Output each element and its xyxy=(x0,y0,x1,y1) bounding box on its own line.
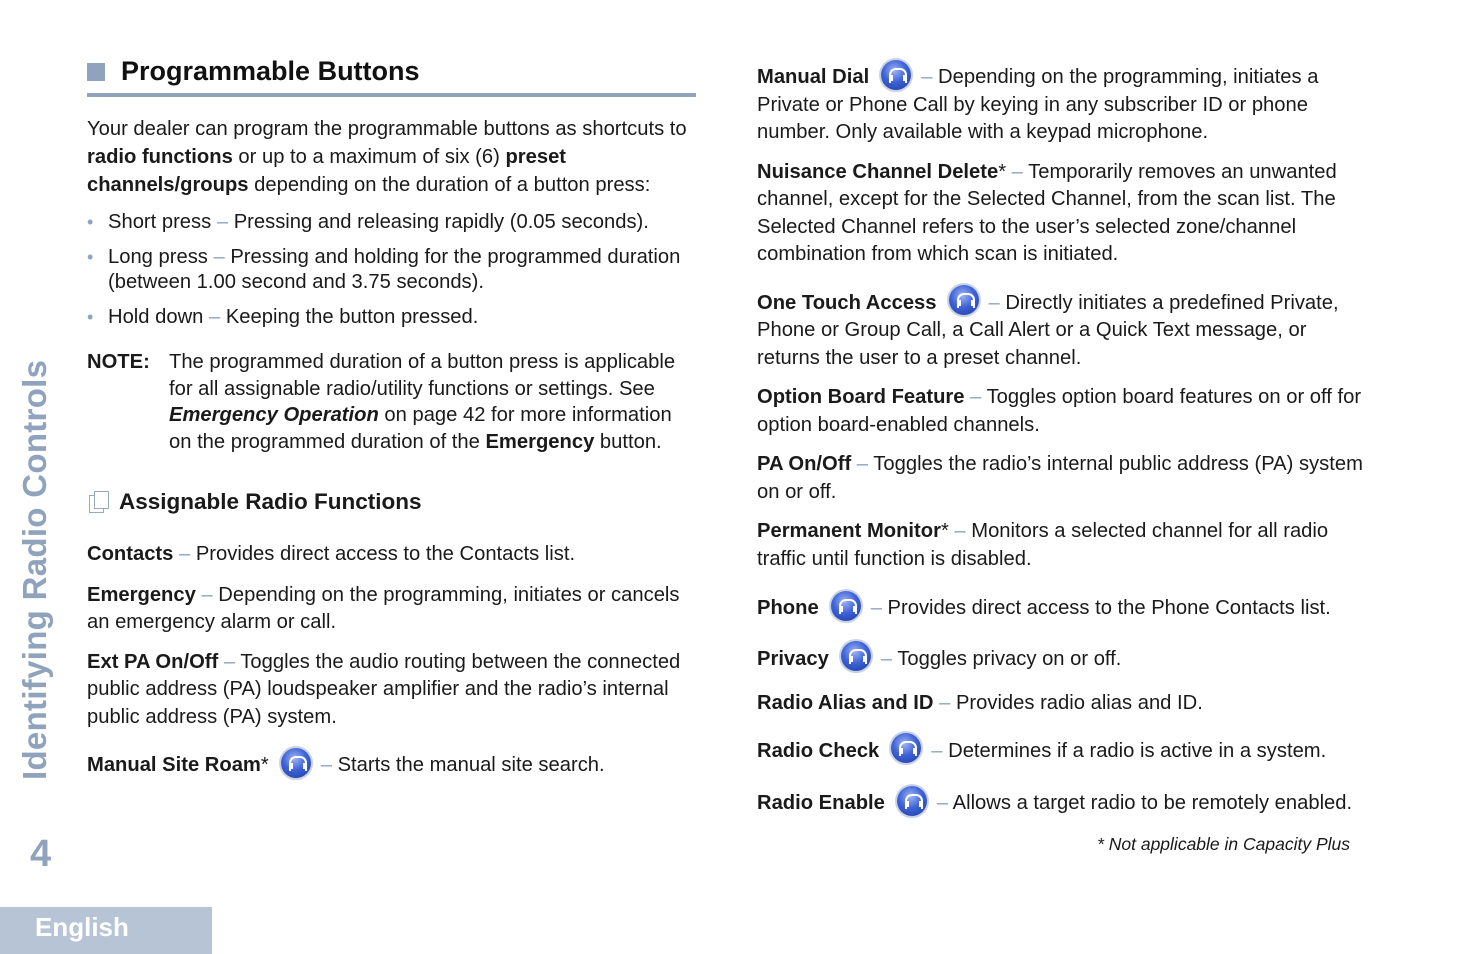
side-section-title: Identifying Radio Controls xyxy=(16,359,53,780)
left-column xyxy=(87,58,699,780)
function-entry-option-board: Option Board Feature – Toggles option board features on or off for option board-enabled channels. xyxy=(757,386,1362,436)
function-entry-privacy: Privacy – Toggles privacy on or off. xyxy=(757,646,1372,674)
function-entry-radio-enable: Radio Enable – Allows a target radio to be remotely enabled. xyxy=(757,788,1372,819)
function-entry-phone: Phone – Provides direct access to the Phone Contacts list. xyxy=(757,595,1372,623)
function-entry-ext-pa: Ext PA On/Off – Toggles the audio routing between the connected public address (PA) loudspeaker amplifier and the radio’s internal public address (PA) system. xyxy=(87,650,681,728)
function-entry-one-touch-access: One Touch Access – Directly initiates a predefined Private, Phone or Group Call, a Call Alert or a Quick Text message, or returns the user to a preset channel. xyxy=(757,290,1372,373)
programmable-button-icon xyxy=(897,786,927,816)
note-body: The programmed duration of a button press is applicable for all assignable radio/utility functions or settings. See Emergency Operation on page 42 for more information on the programmed duration of the Emergency button. xyxy=(169,351,676,453)
programmable-button-icon xyxy=(891,733,921,763)
programmable-button-icon xyxy=(841,641,871,671)
subsection-title: Assignable Radio Functions xyxy=(119,489,422,514)
list-item: • Long press – Pressing and holding for the programmed duration (between 1.00 second and 3.75 seconds). xyxy=(87,246,681,293)
subsection-heading xyxy=(87,488,699,515)
function-entry-nuisance-channel-delete: Nuisance Channel Delete* – Temporarily removes an unwanted channel, except for the Selected Channel, from the scan list. The Selected Channel refers to the user’s selected zone/channel combination from which scan is initiated. xyxy=(757,160,1337,265)
section-heading xyxy=(87,58,696,97)
function-entry-radio-check: Radio Check – Determines if a radio is active in a system. xyxy=(757,738,1372,766)
function-entry-emergency: Emergency – Depending on the programming, initiates or cancels an emergency alarm or call. xyxy=(87,583,680,633)
function-entry-pa-on-off: PA On/Off – Toggles the radio’s internal public address (PA) system on or off. xyxy=(757,453,1363,503)
programmable-button-icon xyxy=(281,748,311,778)
function-entry-manual-dial: Manual Dial – Depending on the programming, initiates a Private or Phone Call by keying in any subscriber ID or phone number. Only available with a keypad microphone. xyxy=(757,64,1372,147)
pages-icon xyxy=(87,491,109,513)
bullet-icon: • xyxy=(87,307,94,327)
heading-square-icon xyxy=(87,63,105,81)
footnote: * Not applicable in Capacity Plus xyxy=(1097,834,1350,854)
function-entry-permanent-monitor: Permanent Monitor* – Monitors a selected channel for all radio traffic until function is disabled. xyxy=(757,520,1329,570)
bullet-icon: • xyxy=(87,247,94,267)
function-entry-radio-alias: Radio Alias and ID – Provides radio alias and ID. xyxy=(757,692,1203,714)
press-type-list xyxy=(87,210,699,330)
language-tab: English xyxy=(0,907,212,954)
bullet-icon: • xyxy=(87,212,94,232)
programmable-button-icon xyxy=(949,285,979,315)
note-label: NOTE: xyxy=(87,351,150,373)
section-title: Programmable Buttons xyxy=(121,56,420,86)
cross-reference-link[interactable]: Emergency Operation xyxy=(169,404,379,426)
function-entry-contacts: Contacts – Provides direct access to the Contacts list. xyxy=(87,543,576,565)
page-number: 4 xyxy=(30,833,52,875)
right-column xyxy=(757,64,1372,858)
programmable-button-icon xyxy=(831,591,861,621)
note-block xyxy=(87,349,699,455)
list-item: • Short press – Pressing and releasing rapidly (0.05 seconds). xyxy=(87,211,649,233)
programmable-button-icon xyxy=(881,60,911,90)
list-item: • Hold down – Keeping the button pressed. xyxy=(87,306,479,328)
function-entry-manual-site-roam: Manual Site Roam* – Starts the manual site search. xyxy=(87,752,699,780)
intro-paragraph: Your dealer can program the programmable buttons as shortcuts to radio functions or up to a maximum of six (6) preset channels/groups depending on the duration of a button press: xyxy=(87,118,687,196)
